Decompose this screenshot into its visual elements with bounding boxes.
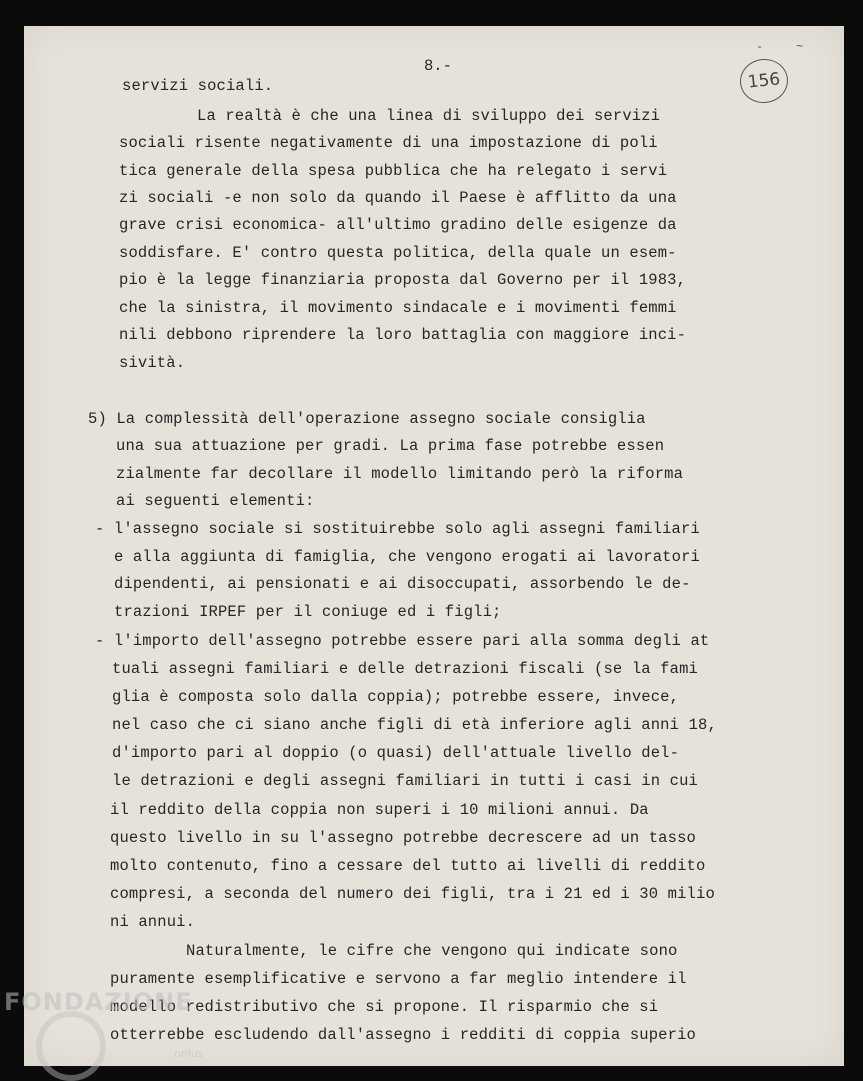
text-line: zi sociali -e non solo da quando il Paese è afflitto da una — [119, 189, 677, 207]
text-line: zialmente far decollare il modello limitando però la riforma — [116, 465, 684, 483]
text-line: ni annui. — [110, 913, 196, 931]
archive-number-stamp: 156 — [738, 57, 790, 106]
corner-mark: - — [756, 40, 764, 54]
text-line: servizi sociali. — [122, 77, 274, 95]
text-line: puramente esemplificative e servono a far meglio intendere il — [110, 970, 687, 988]
text-line: che la sinistra, il movimento sindacale e i movimenti femmi — [119, 299, 677, 317]
text-line: tica generale della spesa pubblica che ha relegato i servi — [119, 162, 668, 180]
text-line: soddisfare. E' contro questa politica, della quale un esem- — [119, 244, 677, 262]
corner-mark: ~ — [796, 40, 804, 54]
text-line: 5) La complessità dell'operazione assegno sociale consiglia — [88, 410, 646, 428]
text-line: sociali risente negativamente di una impostazione di poli — [119, 134, 658, 152]
text-line: molto contenuto, fino a cessare del tutto ai livelli di reddito — [110, 857, 706, 875]
foundation-logo-icon — [36, 1011, 106, 1081]
text-line: le detrazioni e degli assegni familiari in tutti i casi in cui — [112, 772, 698, 790]
watermark-text: FONDAZIONE — [4, 988, 193, 1016]
text-line: compresi, a seconda del numero dei figli, tra i 21 ed i 30 milio — [110, 885, 715, 903]
foundation-watermark — [4, 985, 224, 1080]
text-line: glia è composta solo dalla coppia); potrebbe essere, invece, — [112, 688, 680, 706]
text-line: trazioni IRPEF per il coniuge ed i figli; — [114, 603, 502, 621]
page-number: 8.- — [424, 57, 452, 75]
text-line: d'importo pari al doppio (o quasi) dell'attuale livello del- — [112, 744, 680, 762]
text-line: tuali assegni familiari e delle detrazioni fiscali (se la fami — [112, 660, 698, 678]
text-line: dipendenti, ai pensionati e ai disoccupati, assorbendo le de- — [114, 575, 691, 593]
text-line: nili debbono riprendere la loro battaglia con maggiore inci- — [119, 326, 687, 344]
document-page — [24, 26, 844, 1066]
text-line: il reddito della coppia non superi i 10 milioni annui. Da — [110, 801, 649, 819]
text-line: otterrebbe escludendo dall'assegno i redditi di coppia superio — [110, 1026, 696, 1044]
text-line: e alla aggiunta di famiglia, che vengono erogati ai lavoratori — [114, 548, 700, 566]
text-line: ai seguenti elementi: — [116, 492, 315, 510]
text-line: La realtà è che una linea di sviluppo dei servizi — [197, 107, 661, 125]
text-line: - l'importo dell'assegno potrebbe essere pari alla somma degli at — [95, 632, 710, 650]
watermark-subtext: onlus — [174, 1047, 204, 1060]
text-line: - l'assegno sociale si sostituirebbe solo agli assegni familiari — [95, 520, 700, 538]
text-line: pio è la legge finanziaria proposta dal Governo per il 1983, — [119, 271, 687, 289]
text-line: una sua attuazione per gradi. La prima fase potrebbe essen — [116, 437, 665, 455]
text-line: Naturalmente, le cifre che vengono qui indicate sono — [186, 942, 678, 960]
text-line: sività. — [119, 354, 186, 372]
text-line: grave crisi economica- all'ultimo gradino delle esigenze da — [119, 216, 677, 234]
text-line: modello redistributivo che si propone. Il risparmio che si — [110, 998, 659, 1016]
text-line: nel caso che ci siano anche figli di età inferiore agli anni 18, — [112, 716, 717, 734]
text-line: questo livello in su l'assegno potrebbe decrescere ad un tasso — [110, 829, 696, 847]
